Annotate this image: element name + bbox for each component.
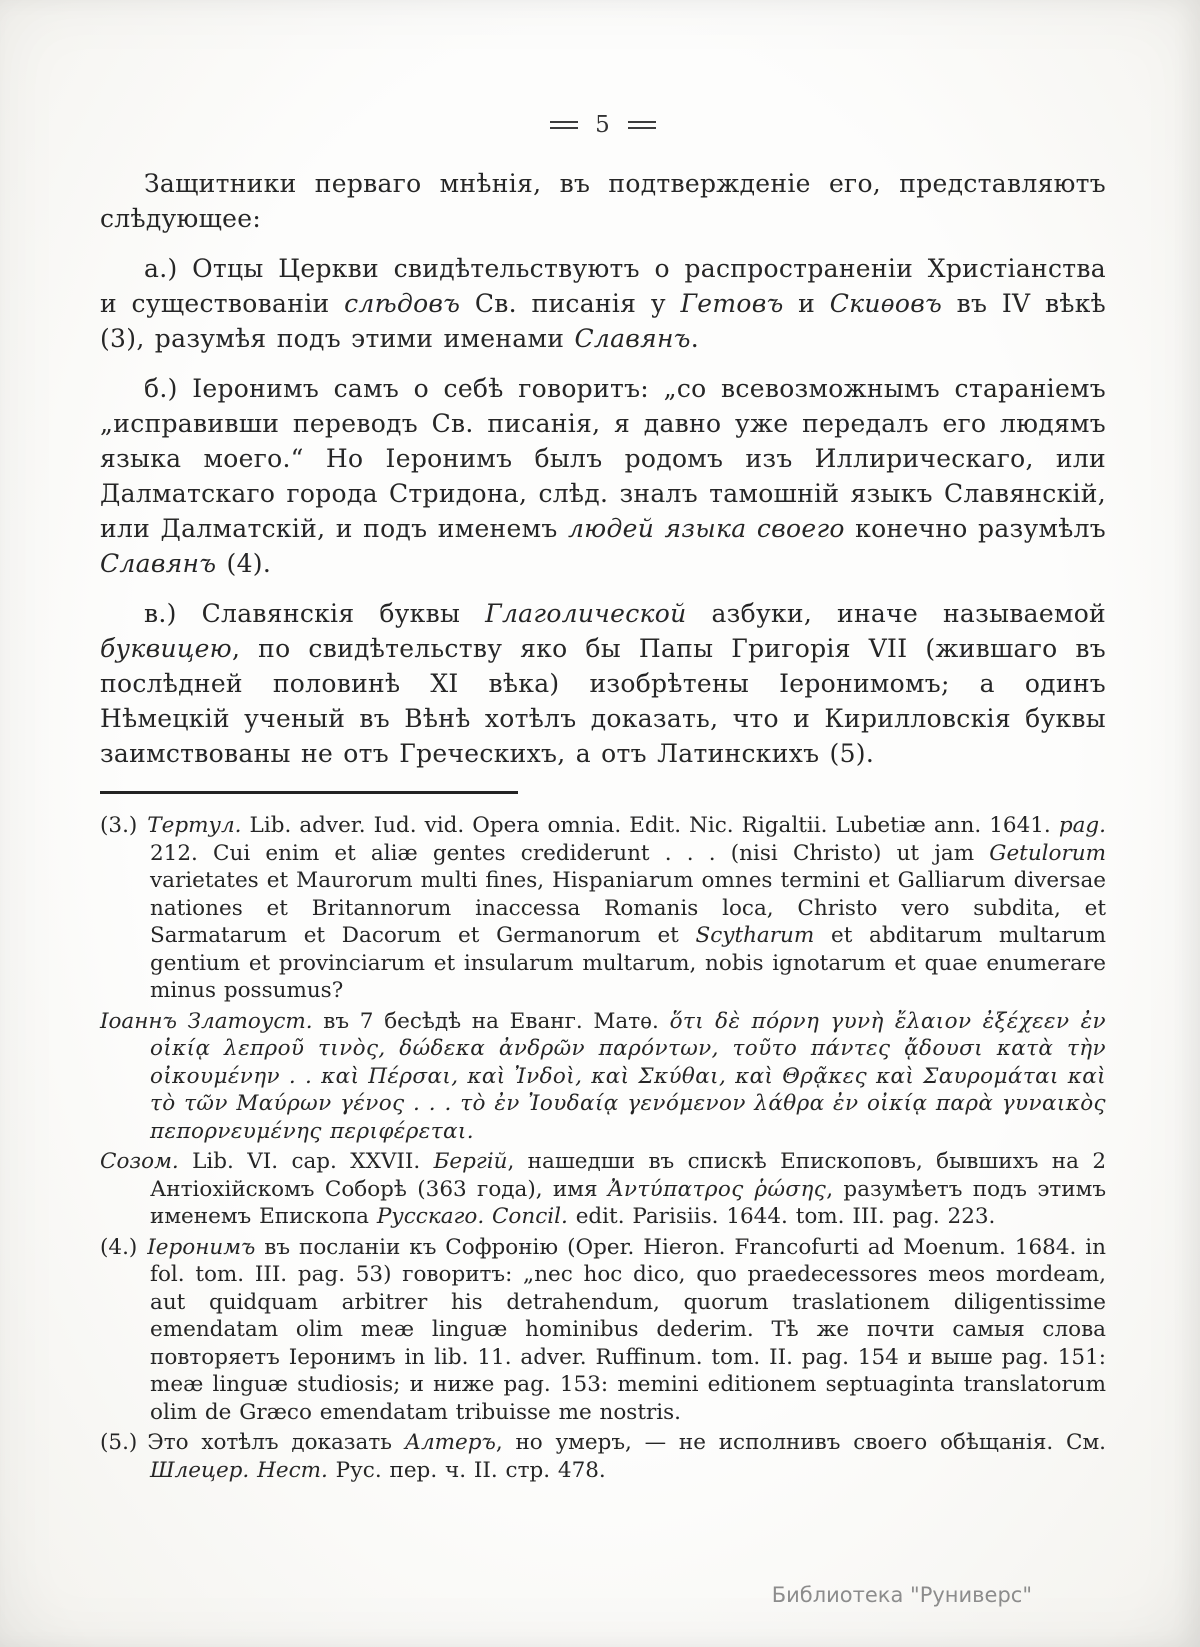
- paragraph-point-a: [100, 251, 1106, 356]
- footnote-5: [100, 1429, 1106, 1484]
- italic-text-segment: Шлецер. Нест.: [150, 1457, 328, 1483]
- italic-text-segment: Бергій: [433, 1149, 508, 1174]
- italic-text-segment: Созом.: [100, 1149, 179, 1174]
- library-watermark: Библиотека "Руниверс": [771, 1583, 1032, 1607]
- italic-text-segment: Getulorum: [989, 840, 1106, 866]
- italic-text-segment: Іеронимъ: [147, 1234, 256, 1260]
- footnote-chrysostom-text: [100, 1009, 1106, 1144]
- footnote-3: [100, 812, 1106, 1005]
- text-segment: въ IV вѣкѣ (3), разумѣя подъ этими именами: [100, 289, 1106, 353]
- footnote-5-text: [147, 1430, 1106, 1483]
- text-segment: et abditarum multarum gentium et provinciarum et insularum multarum, nobis ignotarum et quae enumerare minus possumus?: [150, 923, 1106, 1003]
- italic-text-segment: Славянъ: [100, 549, 217, 578]
- footnote-sozomen: [100, 1148, 1106, 1231]
- page-content: [100, 112, 1106, 1487]
- footnote-sozomen-text: [100, 1149, 1106, 1229]
- paragraph-point-b: [100, 371, 1106, 581]
- greek-text-segment: ὅτι δὲ πόρνη γυνὴ ἔλαιον ἐξέχεεν ἐν οἰκίᾳ λεπροῦ τινὸς, δώδεκα ἀνδρῶν παρόντων, τοῦτο πάντες ᾄδουσι κατὰ τὴν οἰκουμένην . . καὶ Πέρσαι, καὶ Ἰνδοὶ, καὶ Σκύθαι, καὶ Θρᾷκες καὶ Σαυρομάται καὶ τὸ τῶν Μαύρων γένος . . . τὸ ἐν Ἰουδαίᾳ γενόμενον λάθρα ἐν οἰκίᾳ παρὰ γυναικὸς πεπορνευμένης περιφέρεται.: [150, 1008, 1106, 1144]
- italic-text-segment: Алтеръ: [404, 1430, 496, 1455]
- italic-text-segment: Гетовъ: [680, 289, 784, 318]
- italic-text-segment: Глаголической: [485, 599, 687, 628]
- text-segment: конечно разумѣлъ: [844, 514, 1106, 543]
- text-segment: (4).: [216, 549, 272, 578]
- italic-text-segment: буквицею: [100, 634, 232, 663]
- text-segment: б.) Іеронимъ самъ о себѣ говоритъ: „со всевозможнымъ стараніемъ „исправивши переводъ Св. писанія, я давно уже передалъ его людямъ языка моего.“ Но Іеронимъ былъ родомъ изъ Иллирическаго, или Далматскаго города Стридона, слѣд. зналъ тамошній языкъ Славянскій, или Далматскій, и подъ именемъ: [100, 374, 1106, 543]
- text-segment: азбуки, иначе называемой: [686, 599, 1107, 628]
- text-segment: , нашедши въ спискѣ Епископовъ, бывшихъ на 2 Антіохійскомъ Соборѣ (363 года), имя: [150, 1149, 1106, 1202]
- text-segment: въ посланіи къ Софронію (Oper. Hieron. Francofurti ad Moenum. 1684. in fol. tom. III. pag. 53) говоритъ: „nec hoc dico, quo praedecessores meos mordeam, aut quidquam arbitrer his detrahendum, quorum traslationem diligentissime emendatam olim meæ linguæ hominibus dederim. Тѣ же почти самыя слова повторяетъ Іеронимъ in lib. 11. adver. Ruffinum. tom. II. pag. 154 и выше pag. 151: meæ linguæ studiosis; и ниже pag. 153: memini editionem septuaginta translatorum olim de Græco emendatam tribuisse me nostris.: [150, 1234, 1106, 1425]
- greek-text-segment: Ἀντύπατρος ῥώσης: [607, 1176, 827, 1202]
- text-segment: , по свидѣтельству яко бы Папы Григорія VII (жившаго въ послѣдней половинѣ XI вѣка) изобрѣтены Іеронимомъ; а одинъ Нѣмецкій ученый въ Вѣнѣ хотѣлъ доказать, что и Кирилловскія буквы заимствованы не отъ Греческихъ, а отъ Латинскихъ (5).: [100, 634, 1106, 768]
- text-segment: въ 7 бесѣдѣ на Еванг. Матѳ.: [312, 1008, 670, 1034]
- text-segment: edit. Parisiis. 1644. tom. III. pag. 223.: [567, 1204, 996, 1229]
- text-segment: Lib. adver. Iud. vid. Opera omnia. Edit. Nic. Rigaltii. Lubetiæ ann. 1641.: [241, 813, 1059, 838]
- text-segment: и: [783, 289, 830, 318]
- italic-text-segment: Іоаннъ Златоуст.: [100, 1008, 313, 1034]
- italic-text-segment: Scytharum: [695, 923, 815, 948]
- text-segment: а.) Отцы Церкви свидѣтельствуютъ о распространеніи Христіанства и существованіи: [100, 254, 1106, 318]
- text-segment: Защитники перваго мнѣнія, въ подтвержденіе его, представляютъ слѣдующее:: [100, 169, 1106, 233]
- text-segment: .: [690, 324, 699, 353]
- italic-text-segment: Славянъ: [574, 324, 691, 353]
- page-number-ornament-left: [550, 121, 578, 129]
- footnote-5-label: (5.): [100, 1430, 138, 1455]
- page-number-ornament-right: [628, 121, 656, 129]
- text-segment: , но умеръ, — не исполнивъ своего обѣщанія. См.: [495, 1430, 1107, 1455]
- page-header: [100, 112, 1106, 138]
- page-number: 5: [595, 112, 611, 138]
- footnote-3-text: [147, 813, 1106, 1003]
- text-segment: Это хотѣлъ доказать: [147, 1430, 405, 1455]
- italic-text-segment: pag.: [1058, 813, 1106, 838]
- footnote-4-label: (4.): [100, 1234, 138, 1260]
- footnote-separator-rule: [100, 791, 518, 794]
- footnote-4: [100, 1234, 1106, 1427]
- italic-text-segment: Тертул.: [147, 813, 242, 838]
- italic-text-segment: слѣдовъ: [344, 289, 461, 318]
- italic-text-segment: Скиѳовъ: [829, 289, 943, 318]
- footnote-chrysostom: [100, 1008, 1106, 1146]
- italic-text-segment: людей языка своего: [567, 514, 845, 543]
- italic-text-segment: Русскаго. Concil.: [376, 1204, 568, 1229]
- text-segment: Lib. VI. cap. XXVII.: [178, 1149, 434, 1174]
- text-segment: Рус. пер. ч. II. стр. 478.: [327, 1457, 606, 1483]
- footnote-4-text: [147, 1235, 1106, 1425]
- paragraph-point-v: [100, 596, 1106, 771]
- text-segment: в.) Славянскія буквы: [144, 599, 486, 628]
- footnotes-block: [100, 812, 1106, 1484]
- text-segment: 212. Cui enim et aliæ gentes crediderunt . . . (nisi Christo) ut jam: [150, 840, 990, 866]
- paragraph-intro: [100, 166, 1106, 236]
- text-segment: Св. писанія у: [460, 289, 681, 318]
- text-segment: , разумѣетъ подъ этимъ именемъ Епископа: [150, 1176, 1106, 1229]
- text-segment: varietates et Maurorum multi fines, Hispaniarum omnes termini et Galliarum diversae nationes et Britannorum inaccessa Romanis loca, Christo vero subdita, et Sarmatarum et Dacorum et Germanorum et: [150, 868, 1106, 948]
- footnote-3-label: (3.): [100, 813, 138, 838]
